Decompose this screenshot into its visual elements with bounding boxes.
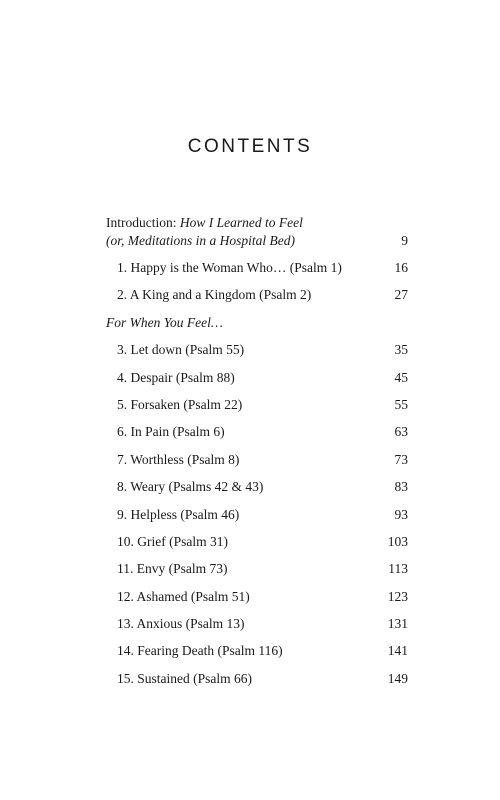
toc-entry-label: 9. Helpless (Psalm 46): [117, 506, 240, 522]
toc-entry-label: 6. In Pain (Psalm 6): [117, 424, 225, 440]
toc-entry: [106, 446, 408, 473]
toc-entry: [106, 336, 408, 363]
toc-entry-label: 1. Happy is the Woman Who… (Psalm 1): [117, 260, 342, 275]
toc-entry: [106, 391, 408, 418]
toc-entry-page: 103: [387, 533, 408, 549]
intro-page-number: 9: [401, 233, 408, 248]
toc-entry: [106, 418, 408, 445]
toc-entry-label: 14. Fearing Death (Psalm 116): [117, 643, 283, 659]
toc-entry-page: 45: [394, 369, 408, 385]
toc-entry-label: 5. Forsaken (Psalm 22): [117, 396, 243, 412]
toc-entry: [106, 665, 408, 692]
intro-prefix: Introduction:: [106, 215, 180, 230]
toc-entry-label: 3. Let down (Psalm 55): [117, 342, 245, 358]
toc-entry-label: 4. Despair (Psalm 88): [117, 369, 235, 385]
toc-entry: [106, 364, 408, 391]
toc-entry: [106, 254, 408, 281]
intro-title-line-2: (or, Meditations in a Hospital Bed): [106, 233, 295, 248]
toc-entry: [106, 610, 408, 637]
toc-entry: [106, 583, 408, 610]
toc-entry-label: 10. Grief (Psalm 31): [117, 533, 228, 549]
toc-entry-page: 73: [394, 451, 408, 467]
toc-entry-label: 12. Ashamed (Psalm 51): [117, 588, 250, 604]
toc-entry-page: 55: [394, 396, 408, 412]
toc-entry-page: 123: [387, 588, 408, 604]
section-heading: For When You Feel…: [106, 314, 223, 330]
toc-entry: [106, 637, 408, 664]
toc-entry-label: 8. Weary (Psalms 42 & 43): [117, 479, 264, 495]
table-of-contents: [106, 214, 408, 692]
toc-entry: [106, 473, 408, 500]
toc-entry-introduction: [106, 214, 408, 254]
toc-entry-page: 35: [394, 342, 408, 358]
toc-entry-page: 83: [394, 479, 408, 495]
toc-entry-page: 27: [394, 287, 408, 303]
toc-entry-label: 13. Anxious (Psalm 13): [117, 616, 245, 632]
toc-entry-page: 131: [387, 616, 408, 632]
toc-entry-page: 93: [394, 506, 408, 522]
toc-entry-label: 15. Sustained (Psalm 66): [117, 670, 252, 686]
toc-entry-page: 149: [387, 670, 408, 686]
toc-entry-page: 113: [388, 561, 408, 577]
toc-entry: [106, 528, 408, 555]
toc-entry-page: 141: [387, 643, 408, 659]
toc-entry-label: 7. Worthless (Psalm 8): [117, 451, 240, 467]
toc-entry: [106, 501, 408, 528]
intro-title-line-1: How I Learned to Feel: [179, 215, 303, 230]
contents-heading: CONTENTS: [187, 136, 313, 157]
intro-line-1: [106, 214, 408, 232]
toc-entry-label: 2. A King and a Kingdom (Psalm 2): [117, 287, 312, 303]
toc-entry-page: 16: [394, 260, 408, 275]
toc-entry: [106, 281, 408, 308]
toc-entry-label: 11. Envy (Psalm 73): [117, 561, 228, 577]
toc-entry-page: 63: [394, 424, 408, 440]
toc-entry: [106, 555, 408, 582]
